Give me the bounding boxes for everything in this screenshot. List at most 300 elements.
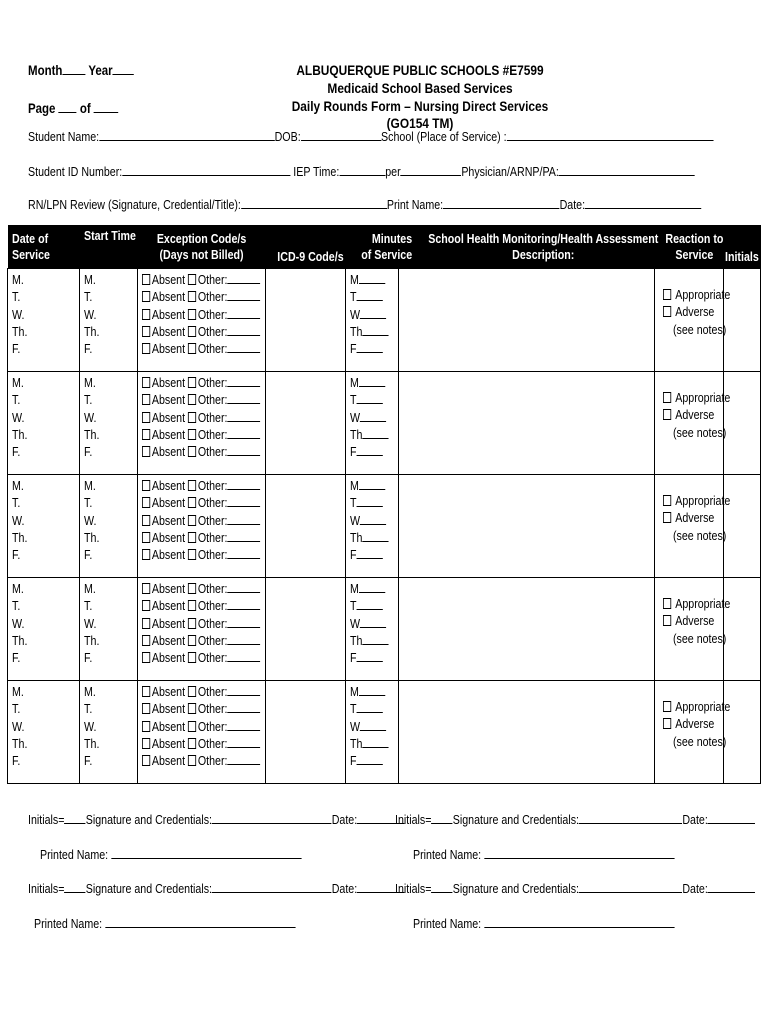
day-label: W. xyxy=(12,306,25,322)
day-label: Th. xyxy=(12,529,28,545)
other-checkbox[interactable] xyxy=(188,618,196,629)
other-field[interactable] xyxy=(227,546,260,559)
col-reaction: Reaction to Service xyxy=(655,225,724,269)
start-day-label: M. xyxy=(84,375,96,390)
other-label: Other: xyxy=(197,735,228,751)
icd9-cell[interactable] xyxy=(266,372,346,475)
other-checkbox[interactable] xyxy=(188,480,196,491)
absent-checkbox[interactable] xyxy=(142,515,150,526)
start-day-label: T. xyxy=(84,289,93,305)
absent-label: Absent xyxy=(151,341,186,357)
minutes-field[interactable] xyxy=(357,700,383,713)
minutes-cell xyxy=(346,475,399,578)
appropriate-label: Appropriate xyxy=(675,493,731,508)
minutes-cell xyxy=(346,578,399,681)
minutes-field[interactable] xyxy=(359,580,385,593)
minutes-cell xyxy=(346,269,399,372)
absent-label: Absent xyxy=(151,684,186,699)
other-checkbox[interactable] xyxy=(188,412,196,423)
health-description-cell[interactable] xyxy=(399,269,655,372)
day-label: T. xyxy=(12,289,21,305)
week-row xyxy=(8,475,761,578)
other-field[interactable] xyxy=(227,735,260,748)
absent-label: Absent xyxy=(151,718,186,734)
form-title: ALBUQUERQUE PUBLIC SCHOOLS #E7599 xyxy=(296,62,544,78)
other-field[interactable] xyxy=(227,512,260,525)
day-label: W. xyxy=(12,718,25,734)
other-checkbox[interactable] xyxy=(188,532,196,543)
other-label: Other: xyxy=(197,272,228,287)
absent-label: Absent xyxy=(151,478,186,493)
other-field[interactable] xyxy=(227,271,260,284)
appropriate-label: Appropriate xyxy=(675,390,731,405)
minutes-field[interactable] xyxy=(360,718,386,731)
dob-label: DOB: xyxy=(274,129,301,144)
minutes-field[interactable] xyxy=(357,494,383,507)
other-checkbox[interactable] xyxy=(188,600,196,611)
minutes-field[interactable] xyxy=(359,683,385,696)
student-name-label: Student Name: xyxy=(28,129,100,144)
appropriate-checkbox[interactable] xyxy=(663,598,671,609)
other-label: Other: xyxy=(197,598,228,614)
absent-checkbox[interactable] xyxy=(142,549,150,560)
other-field[interactable] xyxy=(227,529,260,542)
other-checkbox[interactable] xyxy=(188,429,196,440)
other-label: Other: xyxy=(197,306,228,322)
see-notes-label: (see notes) xyxy=(673,733,727,749)
absent-checkbox[interactable] xyxy=(142,412,150,423)
absent-label: Absent xyxy=(151,753,186,769)
other-label: Other: xyxy=(197,409,228,425)
absent-label: Absent xyxy=(151,426,186,442)
other-label: Other: xyxy=(197,529,228,545)
reaction-cell xyxy=(655,269,731,372)
absent-checkbox[interactable] xyxy=(142,652,150,663)
absent-checkbox[interactable] xyxy=(142,738,150,749)
start-day-label: M. xyxy=(84,272,96,287)
student-name-field[interactable] xyxy=(99,128,274,141)
minutes-field[interactable] xyxy=(357,443,383,456)
appropriate-checkbox[interactable] xyxy=(663,701,671,712)
start-day-label: F. xyxy=(84,753,93,769)
appropriate-label: Appropriate xyxy=(675,699,731,714)
adverse-checkbox[interactable] xyxy=(663,512,671,523)
reaction-cell xyxy=(655,578,731,681)
per-label: per xyxy=(385,164,401,179)
day-label: F. xyxy=(12,444,21,460)
printed-name-line-1[interactable]: Printed Name: xyxy=(40,846,359,863)
minute-day-label: Th xyxy=(350,323,363,339)
other-field[interactable] xyxy=(227,632,260,645)
day-label: W. xyxy=(12,615,25,631)
icd9-cell[interactable] xyxy=(266,681,346,784)
minutes-field[interactable] xyxy=(362,735,388,748)
other-field[interactable] xyxy=(227,391,260,404)
adverse-checkbox[interactable] xyxy=(663,615,671,626)
absent-checkbox[interactable] xyxy=(142,497,150,508)
other-label: Other: xyxy=(197,426,228,442)
other-label: Other: xyxy=(197,650,228,666)
minutes-field[interactable] xyxy=(362,323,388,336)
other-checkbox[interactable] xyxy=(188,652,196,663)
absent-label: Absent xyxy=(151,323,186,339)
minutes-cell xyxy=(346,681,399,784)
other-field[interactable] xyxy=(227,323,260,336)
student-id-field[interactable] xyxy=(122,163,290,176)
physician-label: Physician/ARNP/PA: xyxy=(461,164,559,179)
minute-day-label: W xyxy=(350,615,361,631)
date-of-service-cell[interactable] xyxy=(8,269,80,372)
start-day-label: Th. xyxy=(84,323,100,339)
icd9-cell[interactable] xyxy=(266,475,346,578)
other-checkbox[interactable] xyxy=(188,291,196,302)
minutes-field[interactable] xyxy=(357,391,383,404)
minute-day-label: Th xyxy=(350,632,363,648)
page-field[interactable]: Page of xyxy=(28,100,138,116)
other-field[interactable] xyxy=(227,718,260,731)
minute-day-label: F xyxy=(350,444,357,460)
absent-label: Absent xyxy=(151,375,186,390)
minutes-field[interactable] xyxy=(362,632,388,645)
icd9-cell[interactable] xyxy=(266,269,346,372)
other-field[interactable] xyxy=(227,615,260,628)
day-label: F. xyxy=(12,650,21,666)
other-checkbox[interactable] xyxy=(188,515,196,526)
absent-label: Absent xyxy=(151,615,186,631)
other-field[interactable] xyxy=(227,374,260,387)
rn-review-field[interactable] xyxy=(241,196,387,209)
start-time-cell[interactable] xyxy=(80,372,138,475)
signature-line-2[interactable]: Initials= Signature and Credentials: Date: xyxy=(395,811,770,828)
absent-checkbox[interactable] xyxy=(142,291,150,302)
minute-day-label: W xyxy=(350,718,361,734)
absent-checkbox[interactable] xyxy=(142,326,150,337)
appropriate-label: Appropriate xyxy=(675,596,731,611)
date-of-service-cell[interactable] xyxy=(8,681,80,784)
other-label: Other: xyxy=(197,444,228,460)
id-info-row xyxy=(28,163,770,180)
minute-day-label: M xyxy=(350,272,359,287)
absent-checkbox[interactable] xyxy=(142,755,150,766)
other-checkbox[interactable] xyxy=(188,446,196,457)
health-description-cell[interactable] xyxy=(399,681,655,784)
week-row xyxy=(8,578,761,681)
col-initials: Initials xyxy=(724,225,761,269)
other-field[interactable] xyxy=(227,477,260,490)
other-checkbox[interactable] xyxy=(188,686,196,697)
appropriate-checkbox[interactable] xyxy=(663,289,671,300)
date-of-service-cell[interactable] xyxy=(8,475,80,578)
exception-codes-cell xyxy=(138,269,266,372)
col-exception-codes: Exception Code/s (Days not Billed) xyxy=(138,225,266,269)
start-time-cell[interactable] xyxy=(80,681,138,784)
start-time-cell[interactable] xyxy=(80,578,138,681)
col-minutes: Minutes of Service xyxy=(346,225,399,269)
day-label: F. xyxy=(12,753,21,769)
printed-name-line-4[interactable]: Printed Name: xyxy=(413,915,732,932)
absent-label: Absent xyxy=(151,289,186,305)
minutes-field[interactable] xyxy=(360,512,386,525)
minutes-field[interactable] xyxy=(357,340,383,353)
absent-label: Absent xyxy=(151,598,186,614)
reaction-cell xyxy=(655,681,731,784)
start-time-cell[interactable] xyxy=(80,269,138,372)
minutes-field[interactable] xyxy=(362,426,388,439)
print-name-field[interactable] xyxy=(443,196,559,209)
signature-line-1[interactable]: Initials= Signature and Credentials: Date: xyxy=(28,811,487,828)
absent-checkbox[interactable] xyxy=(142,446,150,457)
absent-checkbox[interactable] xyxy=(142,377,150,388)
reaction-cell xyxy=(655,372,731,475)
other-field[interactable] xyxy=(227,340,260,353)
minutes-field[interactable] xyxy=(362,529,388,542)
other-label: Other: xyxy=(197,684,228,699)
reaction-cell xyxy=(655,475,731,578)
absent-label: Absent xyxy=(151,444,186,460)
other-label: Other: xyxy=(197,512,228,528)
absent-label: Absent xyxy=(151,392,186,408)
minutes-field[interactable] xyxy=(357,649,383,662)
date-label: Date: xyxy=(559,197,586,212)
day-label: F. xyxy=(12,547,21,563)
other-label: Other: xyxy=(197,632,228,648)
other-field[interactable] xyxy=(227,597,260,610)
exception-codes-cell xyxy=(138,475,266,578)
date-of-service-cell[interactable] xyxy=(8,372,80,475)
other-checkbox[interactable] xyxy=(188,738,196,749)
absent-checkbox[interactable] xyxy=(142,703,150,714)
start-day-label: W. xyxy=(84,306,97,322)
adverse-checkbox[interactable] xyxy=(663,306,671,317)
form-subtitle: Medicaid School Based Services xyxy=(327,80,513,96)
other-field[interactable] xyxy=(227,288,260,301)
minutes-field[interactable] xyxy=(359,374,385,387)
printed-name-line-2[interactable]: Printed Name: xyxy=(413,846,732,863)
other-checkbox[interactable] xyxy=(188,326,196,337)
exception-codes-cell xyxy=(138,372,266,475)
start-day-label: M. xyxy=(84,581,96,596)
other-label: Other: xyxy=(197,615,228,631)
minute-day-label: W xyxy=(350,306,361,322)
other-checkbox[interactable] xyxy=(188,309,196,320)
physician-field[interactable] xyxy=(559,163,695,176)
health-description-cell[interactable] xyxy=(399,475,655,578)
health-description-cell[interactable] xyxy=(399,372,655,475)
start-day-label: T. xyxy=(84,598,93,614)
other-checkbox[interactable] xyxy=(188,583,196,594)
date-of-service-cell[interactable] xyxy=(8,578,80,681)
minutes-field[interactable] xyxy=(360,615,386,628)
other-checkbox[interactable] xyxy=(188,497,196,508)
rn-review-label: RN/LPN Review (Signature, Credential/Title): xyxy=(28,197,241,212)
start-day-label: M. xyxy=(84,478,96,493)
printed-name-line-3[interactable]: Printed Name: xyxy=(34,915,353,932)
absent-label: Absent xyxy=(151,409,186,425)
other-field[interactable] xyxy=(227,649,260,662)
day-label: W. xyxy=(12,409,25,425)
appropriate-checkbox[interactable] xyxy=(663,495,671,506)
table-header-row xyxy=(8,225,761,269)
month-field[interactable]: Month Year xyxy=(28,62,157,78)
other-field[interactable] xyxy=(227,306,260,319)
absent-checkbox[interactable] xyxy=(142,532,150,543)
day-label: M. xyxy=(12,581,24,596)
start-day-label: T. xyxy=(84,392,93,408)
other-checkbox[interactable] xyxy=(188,343,196,354)
minute-day-label: T xyxy=(350,289,357,305)
absent-checkbox[interactable] xyxy=(142,429,150,440)
absent-checkbox[interactable] xyxy=(142,635,150,646)
start-day-label: Th. xyxy=(84,426,100,442)
other-label: Other: xyxy=(197,392,228,408)
day-label: T. xyxy=(12,701,21,717)
start-day-label: M. xyxy=(84,684,96,699)
school-field[interactable] xyxy=(507,128,714,141)
start-day-label: F. xyxy=(84,341,93,357)
week-row xyxy=(8,372,761,475)
adverse-label: Adverse xyxy=(675,304,715,320)
other-checkbox[interactable] xyxy=(188,394,196,405)
minute-day-label: T xyxy=(350,392,357,408)
other-field[interactable] xyxy=(227,443,260,456)
col-icd9-codes: ICD-9 Code/s xyxy=(266,225,346,269)
other-checkbox[interactable] xyxy=(188,635,196,646)
other-field[interactable] xyxy=(227,494,260,507)
other-field[interactable] xyxy=(227,700,260,713)
adverse-label: Adverse xyxy=(675,613,715,629)
other-checkbox[interactable] xyxy=(188,377,196,388)
minutes-field[interactable] xyxy=(360,409,386,422)
col-health-monitoring: School Health Monitoring/Health Assessment Description: xyxy=(399,225,655,269)
absent-checkbox[interactable] xyxy=(142,600,150,611)
appropriate-checkbox[interactable] xyxy=(663,392,671,403)
other-label: Other: xyxy=(197,701,228,717)
other-label: Other: xyxy=(197,581,228,596)
start-day-label: F. xyxy=(84,444,93,460)
absent-checkbox[interactable] xyxy=(142,583,150,594)
minute-day-label: Th xyxy=(350,735,363,751)
absent-label: Absent xyxy=(151,701,186,717)
other-checkbox[interactable] xyxy=(188,274,196,285)
dob-field[interactable] xyxy=(301,128,381,141)
absent-checkbox[interactable] xyxy=(142,309,150,320)
day-label: T. xyxy=(12,598,21,614)
minutes-field[interactable] xyxy=(359,477,385,490)
icd9-cell[interactable] xyxy=(266,578,346,681)
minutes-field[interactable] xyxy=(357,597,383,610)
minute-day-label: M xyxy=(350,684,359,699)
absent-checkbox[interactable] xyxy=(142,686,150,697)
absent-label: Absent xyxy=(151,272,186,287)
see-notes-label: (see notes) xyxy=(673,424,727,440)
see-notes-label: (see notes) xyxy=(673,527,727,543)
other-label: Other: xyxy=(197,323,228,339)
other-label: Other: xyxy=(197,375,228,390)
per-field[interactable] xyxy=(401,163,462,176)
adverse-checkbox[interactable] xyxy=(663,718,671,729)
other-field[interactable] xyxy=(227,683,260,696)
start-time-cell[interactable] xyxy=(80,475,138,578)
minute-day-label: M xyxy=(350,478,359,493)
minutes-cell xyxy=(346,372,399,475)
other-field[interactable] xyxy=(227,409,260,422)
iep-time-field[interactable] xyxy=(339,163,385,176)
other-checkbox[interactable] xyxy=(188,755,196,766)
other-checkbox[interactable] xyxy=(188,721,196,732)
absent-label: Absent xyxy=(151,650,186,666)
review-row xyxy=(28,196,770,213)
other-field[interactable] xyxy=(227,752,260,765)
start-day-label: T. xyxy=(84,701,93,717)
school-label: School (Place of Service) : xyxy=(381,129,507,144)
col-start-time: Start Time xyxy=(80,225,138,269)
absent-checkbox[interactable] xyxy=(142,480,150,491)
absent-label: Absent xyxy=(151,495,186,511)
minute-day-label: W xyxy=(350,409,361,425)
signature-line-4[interactable]: Initials= Signature and Credentials: Date: xyxy=(395,880,770,897)
see-notes-label: (see notes) xyxy=(673,321,727,337)
exception-codes-cell xyxy=(138,681,266,784)
absent-label: Absent xyxy=(151,735,186,751)
adverse-checkbox[interactable] xyxy=(663,409,671,420)
other-checkbox[interactable] xyxy=(188,703,196,714)
minutes-field[interactable] xyxy=(357,546,383,559)
start-day-label: Th. xyxy=(84,632,100,648)
start-day-label: F. xyxy=(84,547,93,563)
minute-day-label: M xyxy=(350,581,359,596)
day-label: M. xyxy=(12,272,24,287)
absent-checkbox[interactable] xyxy=(142,394,150,405)
absent-checkbox[interactable] xyxy=(142,274,150,285)
iep-time-label: IEP Time: xyxy=(293,164,340,179)
absent-checkbox[interactable] xyxy=(142,343,150,354)
other-label: Other: xyxy=(197,718,228,734)
other-field[interactable] xyxy=(227,580,260,593)
day-label: W. xyxy=(12,512,25,528)
minute-day-label: W xyxy=(350,512,361,528)
absent-label: Absent xyxy=(151,632,186,648)
adverse-label: Adverse xyxy=(675,407,715,423)
absent-checkbox[interactable] xyxy=(142,721,150,732)
other-checkbox[interactable] xyxy=(188,549,196,560)
minutes-field[interactable] xyxy=(357,288,383,301)
start-day-label: T. xyxy=(84,495,93,511)
day-label: M. xyxy=(12,375,24,390)
exception-codes-cell xyxy=(138,578,266,681)
absent-checkbox[interactable] xyxy=(142,618,150,629)
minutes-field[interactable] xyxy=(357,752,383,765)
other-label: Other: xyxy=(197,478,228,493)
signature-line-3[interactable]: Initials= Signature and Credentials: Date: xyxy=(28,880,487,897)
other-label: Other: xyxy=(197,341,228,357)
minutes-field[interactable] xyxy=(359,271,385,284)
day-label: F. xyxy=(12,341,21,357)
health-description-cell[interactable] xyxy=(399,578,655,681)
minute-day-label: Th xyxy=(350,426,363,442)
minutes-field[interactable] xyxy=(360,306,386,319)
absent-label: Absent xyxy=(151,581,186,596)
start-day-label: W. xyxy=(84,615,97,631)
start-day-label: F. xyxy=(84,650,93,666)
day-label: Th. xyxy=(12,323,28,339)
col-date-of-service: Date of Service xyxy=(8,225,80,269)
day-label: Th. xyxy=(12,632,28,648)
date-field[interactable] xyxy=(585,196,701,209)
minute-day-label: F xyxy=(350,650,357,666)
other-field[interactable] xyxy=(227,426,260,439)
appropriate-label: Appropriate xyxy=(675,287,731,302)
start-day-label: W. xyxy=(84,512,97,528)
